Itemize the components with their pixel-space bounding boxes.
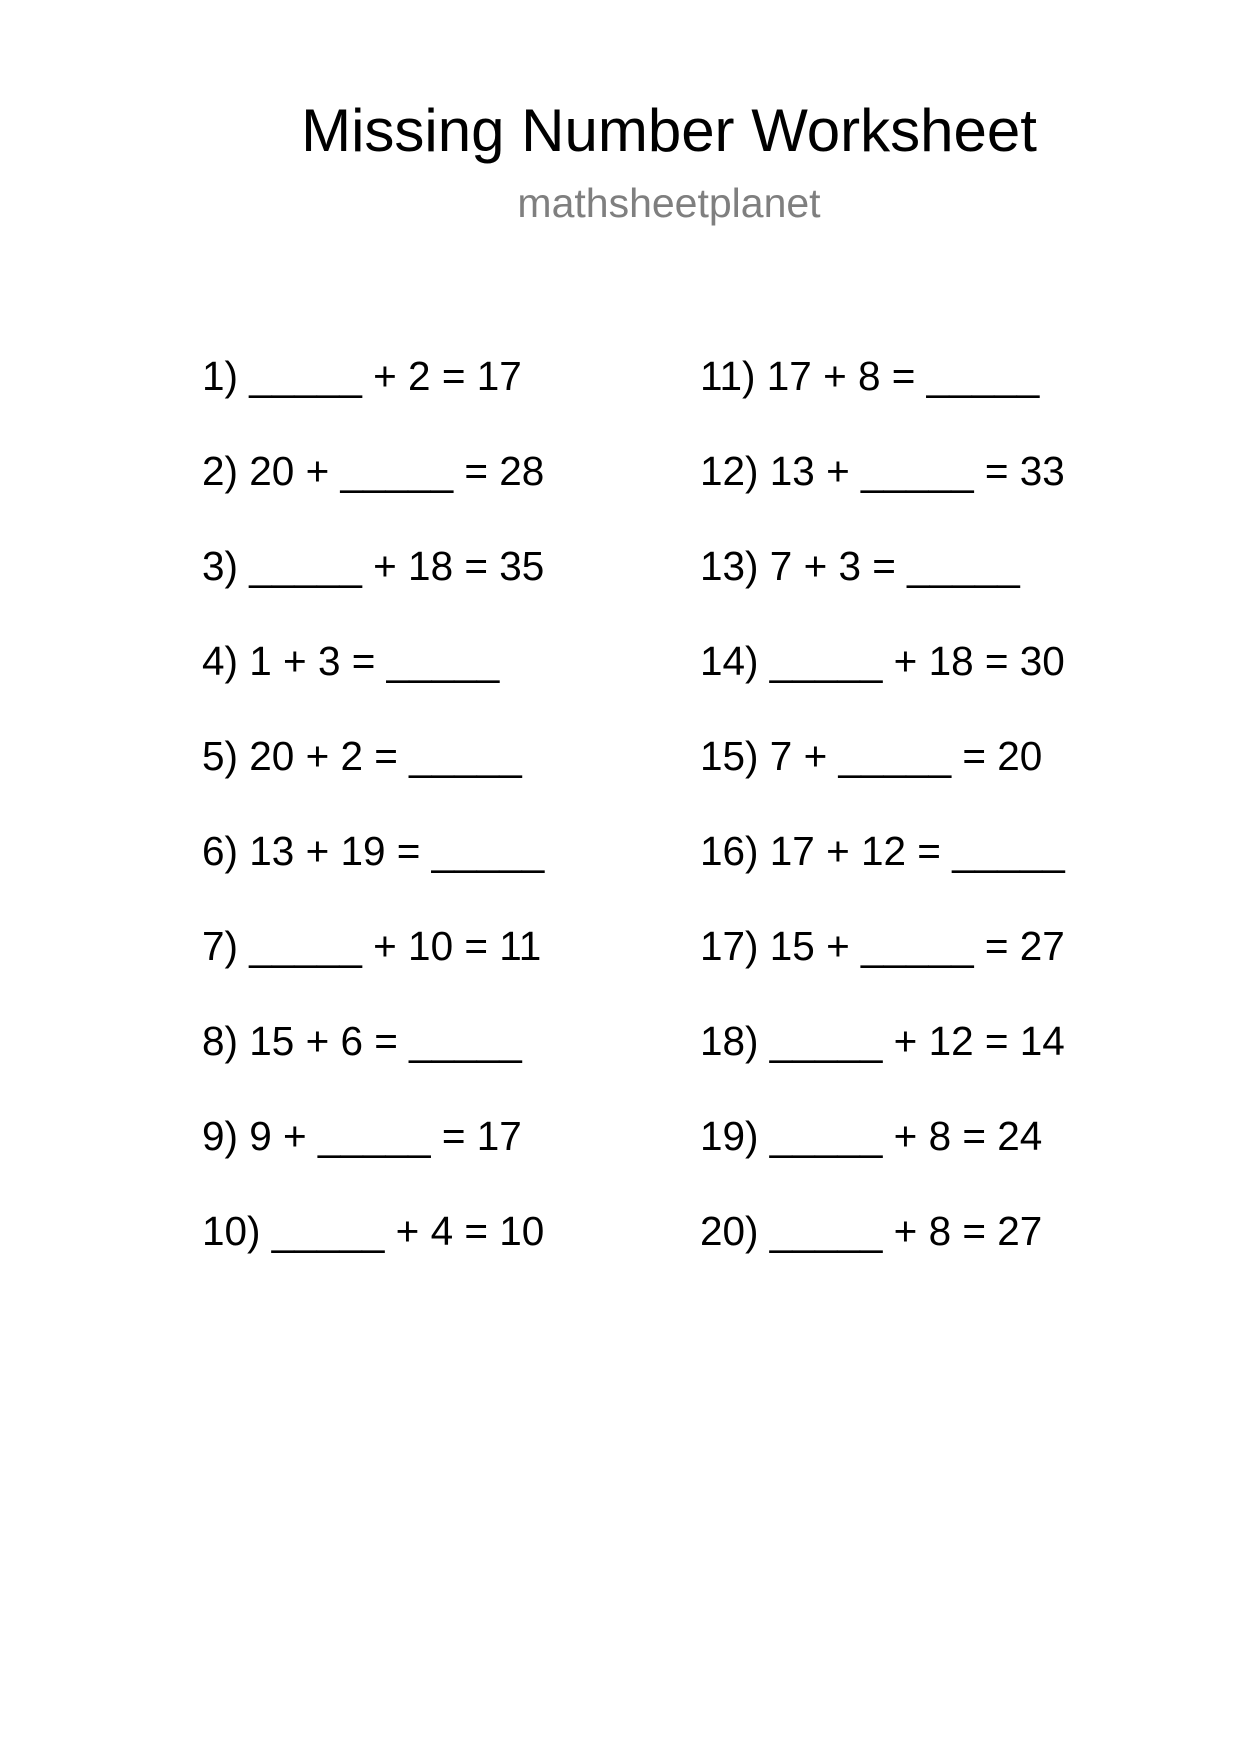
problem-8: 8) 15 + 6 = _____	[202, 1018, 522, 1064]
problem-10: 10) _____ + 4 = 10	[202, 1208, 545, 1254]
problem-13: 13) 7 + 3 = _____	[700, 543, 1020, 589]
problem-11: 11) 17 + 8 = _____	[700, 353, 1040, 399]
problem-4: 4) 1 + 3 = _____	[202, 638, 500, 684]
problem-17: 17) 15 + _____ = 27	[700, 923, 1065, 969]
problem-3: 3) _____ + 18 = 35	[202, 543, 545, 589]
problem-15: 15) 7 + _____ = 20	[700, 733, 1043, 779]
problem-9: 9) 9 + _____ = 17	[202, 1113, 522, 1159]
problem-2: 2) 20 + _____ = 28	[202, 448, 545, 494]
problem-20: 20) _____ + 8 = 27	[700, 1208, 1043, 1254]
problem-7: 7) _____ + 10 = 11	[202, 923, 542, 969]
problem-1: 1) _____ + 2 = 17	[202, 353, 522, 399]
problems-right-column	[700, 352, 1065, 1302]
problem-6: 6) 13 + 19 = _____	[202, 828, 545, 874]
problem-18: 18) _____ + 12 = 14	[700, 1018, 1065, 1064]
problem-5: 5) 20 + 2 = _____	[202, 733, 522, 779]
problems-left-column	[202, 352, 544, 1302]
problem-16: 16) 17 + 12 = _____	[700, 828, 1065, 874]
problem-14: 14) _____ + 18 = 30	[700, 638, 1065, 684]
worksheet-subtitle: mathsheetplanet	[517, 180, 821, 226]
problem-12: 12) 13 + _____ = 33	[700, 448, 1065, 494]
problem-19: 19) _____ + 8 = 24	[700, 1113, 1043, 1159]
worksheet-title: Missing Number Worksheet	[301, 97, 1037, 164]
